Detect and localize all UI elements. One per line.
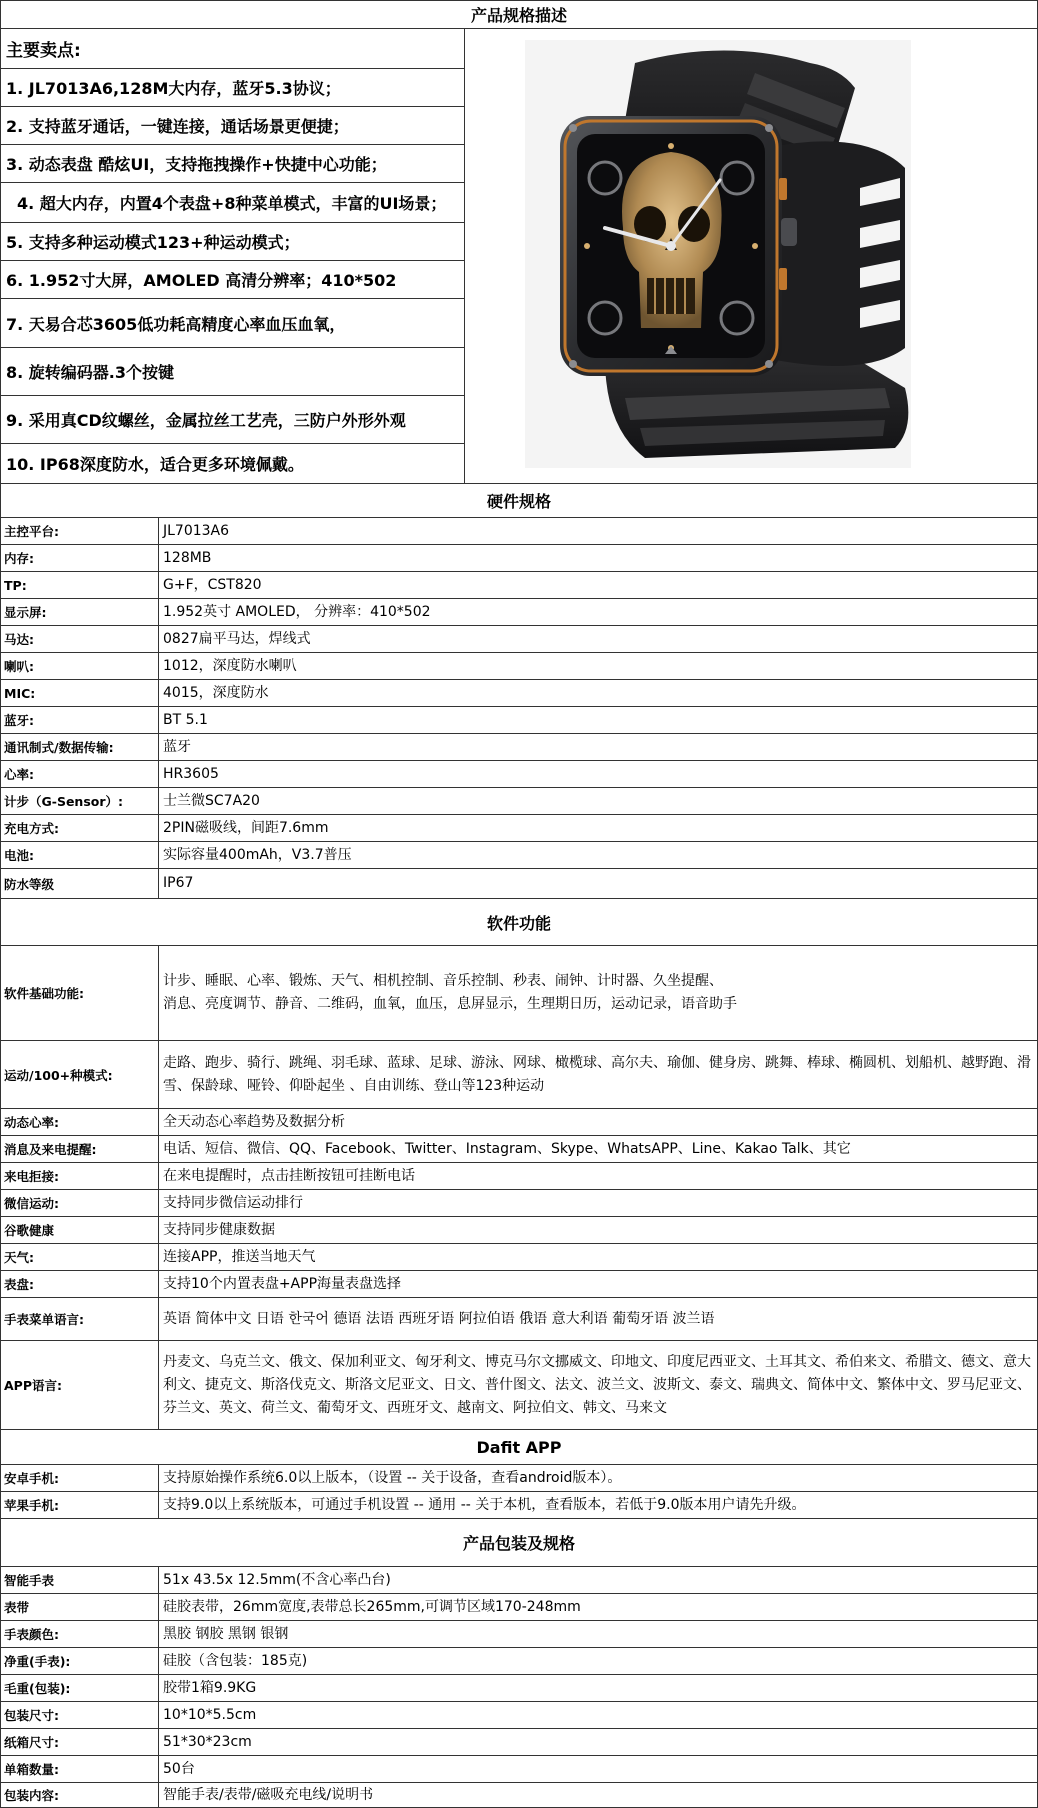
- software-row: [0, 1041, 1038, 1109]
- software-row-value: 支持同步健康数据: [163, 1221, 275, 1238]
- software-header: [0, 899, 1038, 946]
- hardware-row-label: 计步（G-Sensor）:: [1, 788, 159, 814]
- app-row: [0, 1465, 1038, 1492]
- software-row-label: 天气:: [1, 1244, 159, 1270]
- hardware-row-value: 蓝牙: [163, 738, 191, 755]
- app-row: [0, 1492, 1038, 1519]
- packaging-row-value: 51*30*23cm: [163, 1733, 252, 1750]
- software-row: [0, 1163, 1038, 1190]
- product-photo-cell: [464, 28, 1038, 484]
- selling-point-1: [0, 69, 464, 107]
- selling-point-9: [0, 396, 464, 444]
- hardware-row-value: IP67: [163, 875, 194, 891]
- sheet-title-text: 产品规格描述: [470, 6, 567, 25]
- app-header: [0, 1430, 1038, 1465]
- hardware-row: [0, 680, 1038, 707]
- software-row-label: 运动/100+种模式:: [1, 1041, 159, 1108]
- selling-point-text: 9. 采用真CD纹螺丝，金属拉丝工艺壳，三防户外形外观: [6, 411, 406, 430]
- hardware-row-value: 1.952英寸 AMOLED， 分辨率：410*502: [163, 603, 431, 620]
- packaging-row-label: 包装内容:: [1, 1783, 159, 1807]
- software-row-label: 软件基础功能:: [1, 946, 159, 1040]
- hardware-row: [0, 869, 1038, 899]
- hardware-row: [0, 518, 1038, 545]
- hardware-row-value: 4015，深度防水: [163, 684, 269, 701]
- software-row-value: 支持10个内置表盘+APP海量表盘选择: [163, 1275, 402, 1292]
- software-row-value: 全天动态心率趋势及数据分析: [163, 1113, 345, 1130]
- selling-point-2: [0, 107, 464, 145]
- software-row-value: 计步、睡眠、心率、锻炼、天气、相机控制、音乐控制、秒表、闹钟、计时器、久坐提醒、 消息、亮度调节、静音、二维码，血氧，血压，息屏显示，生理期日历，运动记录，语音助手: [163, 973, 737, 1012]
- packaging-row: [0, 1756, 1038, 1783]
- packaging-row-label: 毛重(包装):: [1, 1675, 159, 1701]
- selling-point-6: [0, 261, 464, 299]
- packaging-row-label: 单箱数量:: [1, 1756, 159, 1782]
- software-row-label: 微信运动:: [1, 1190, 159, 1216]
- software-row: [0, 1298, 1038, 1341]
- software-row: [0, 946, 1038, 1041]
- packaging-row-value: 黑胶 钢胶 黑钢 银钢: [163, 1625, 289, 1642]
- packaging-row-value: 硅胶表带，26mm宽度,表带总长265mm,可调节区域170-248mm: [163, 1598, 581, 1615]
- software-row-label: 表盘:: [1, 1271, 159, 1297]
- software-row-label: 谷歌健康: [1, 1217, 159, 1243]
- app-row-value: 支持9.0以上系统版本，可通过手机设置 -- 通用 -- 关于本机，查看版本，若低于9.0版本用户请先升级。: [163, 1496, 806, 1513]
- selling-point-10: [0, 444, 464, 484]
- software-row: [0, 1341, 1038, 1430]
- hardware-row-label: 通讯制式/数据传输:: [1, 734, 159, 760]
- selling-points-header: [0, 29, 464, 69]
- packaging-row: [0, 1702, 1038, 1729]
- hardware-row-value: JL7013A6: [163, 522, 230, 539]
- hardware-header: [0, 484, 1038, 518]
- hardware-row-label: 显示屏:: [1, 599, 159, 625]
- packaging-row-label: 包装尺寸:: [1, 1702, 159, 1728]
- app-row-value: 支持原始操作系统6.0以上版本，（设置 -- 关于设备，查看android版本）。: [163, 1469, 622, 1486]
- software-row: [0, 1244, 1038, 1271]
- packaging-row-value: 胶带1箱9.9KG: [163, 1679, 257, 1696]
- hardware-row-value: HR3605: [163, 765, 219, 782]
- software-row-label: 来电拒接:: [1, 1163, 159, 1189]
- hardware-row-label: 马达:: [1, 626, 159, 652]
- packaging-row-label: 智能手表: [1, 1567, 159, 1593]
- software-row-value: 电话、短信、微信、QQ、Facebook、Twitter、Instagram、Skype、WhatsAPP、Line、Kakao Talk、其它: [163, 1140, 851, 1157]
- hardware-row-label: TP:: [1, 572, 159, 598]
- hardware-row-label: 电池:: [1, 842, 159, 868]
- smartwatch-image: [465, 28, 1037, 483]
- selling-point-text: 8. 旋转编码器.3个按键: [6, 363, 174, 382]
- hardware-row: [0, 734, 1038, 761]
- software-row-value: 英语 简体中文 日语 한국어 德语 法语 西班牙语 阿拉伯语 俄语 意大利语 葡萄牙语 波兰语: [163, 1310, 715, 1327]
- hardware-row-value: 0827扁平马达，焊线式: [163, 630, 311, 647]
- hardware-row-value: BT 5.1: [163, 711, 208, 728]
- hardware-row: [0, 788, 1038, 815]
- packaging-row-label: 表带: [1, 1594, 159, 1620]
- packaging-row: [0, 1594, 1038, 1621]
- hardware-row-label: 蓝牙:: [1, 707, 159, 733]
- packaging-row-label: 手表颜色:: [1, 1621, 159, 1647]
- software-row: [0, 1271, 1038, 1298]
- selling-point-5: [0, 223, 464, 261]
- packaging-row-label: 净重(手表):: [1, 1648, 159, 1674]
- selling-point-text: 1. JL7013A6,128M大内存，蓝牙5.3协议；: [6, 79, 341, 98]
- app-row-label: 苹果手机:: [1, 1492, 159, 1518]
- selling-point-3: [0, 145, 464, 183]
- software-row-value: 丹麦文、乌克兰文、俄文、保加利亚文、匈牙利文、博克马尔文挪威文、印地文、印度尼西亚文、土耳其文、希伯来文、希腊文、德文、意大利文、捷克文、斯洛伐克文、斯洛文尼亚文、日文、普什图文、法文、波兰文、波斯文、泰文、瑞典文、简体中文、繁体中文、罗马尼亚文、芬兰文、英文、荷兰文、葡萄牙文、西班牙文、越南文、阿拉伯文、韩文、马来文: [163, 1353, 1031, 1416]
- hardware-row: [0, 761, 1038, 788]
- packaging-row: [0, 1621, 1038, 1648]
- packaging-row: [0, 1675, 1038, 1702]
- selling-point-4: [0, 183, 464, 223]
- selling-point-text: 3. 动态表盘 酷炫UI，支持拖拽操作+快捷中心功能；: [6, 155, 387, 174]
- selling-point-7: [0, 299, 464, 348]
- selling-point-text: 4. 超大内存，内置4个表盘+8种菜单模式，丰富的UI场景；: [17, 194, 447, 213]
- hardware-row: [0, 653, 1038, 680]
- packaging-header: [0, 1519, 1038, 1567]
- hardware-row: [0, 707, 1038, 734]
- packaging-row-label: 纸箱尺寸:: [1, 1729, 159, 1755]
- hardware-row-value: 128MB: [163, 549, 212, 566]
- selling-point-text: 2. 支持蓝牙通话，一键连接，通话场景更便捷；: [6, 117, 349, 136]
- selling-points-header-text: 主要卖点:: [6, 41, 81, 61]
- software-row-label: 手表菜单语言:: [1, 1298, 159, 1340]
- software-row-label: 消息及来电提醒:: [1, 1136, 159, 1162]
- hardware-header-text: 硬件规格: [486, 492, 551, 511]
- packaging-row: [0, 1729, 1038, 1756]
- software-row-label: 动态心率:: [1, 1109, 159, 1135]
- packaging-row-value: 智能手表/表带/磁吸充电线/说明书: [163, 1786, 374, 1803]
- software-row-value: 走路、跑步、骑行、跳绳、羽毛球、蓝球、足球、游泳、网球、橄榄球、高尔夫、瑜伽、健身房、跳舞、棒球、椭圆机、划船机、越野跑、滑雪、保龄球、哑铃、仰卧起坐 、自由训练、登山等123种运动: [163, 1054, 1031, 1094]
- software-row: [0, 1136, 1038, 1163]
- hardware-row-label: 心率:: [1, 761, 159, 787]
- hardware-row-value: 实际容量400mAh，V3.7普压: [163, 846, 352, 863]
- software-header-text: 软件功能: [486, 913, 551, 933]
- packaging-row-value: 50台: [163, 1760, 195, 1777]
- hardware-row-label: MIC:: [1, 680, 159, 706]
- selling-point-8: [0, 348, 464, 396]
- software-row-value: 连接APP，推送当地天气: [163, 1248, 316, 1265]
- selling-point-text: 10. IP68深度防水，适合更多环境佩戴。: [6, 455, 304, 474]
- hardware-row: [0, 545, 1038, 572]
- software-row: [0, 1190, 1038, 1217]
- selling-point-text: 5. 支持多种运动模式123+种运动模式；: [6, 233, 300, 252]
- software-row-label: APP语言:: [1, 1341, 159, 1429]
- hardware-row-label: 充电方式:: [1, 815, 159, 841]
- packaging-row: [0, 1783, 1038, 1808]
- software-row-value: 支持同步微信运动排行: [163, 1194, 303, 1211]
- sheet-title: [0, 0, 1038, 29]
- packaging-row-value: 51x 43.5x 12.5mm(不含心率凸台): [163, 1571, 391, 1588]
- selling-point-text: 7. 天易合芯3605低功耗高精度心率血压血氧，: [6, 314, 346, 334]
- hardware-row: [0, 842, 1038, 869]
- hardware-row-label: 内存:: [1, 545, 159, 571]
- software-row-value: 在来电提醒时，点击挂断按钮可挂断电话: [163, 1167, 415, 1184]
- packaging-row: [0, 1648, 1038, 1675]
- packaging-row: [0, 1567, 1038, 1594]
- hardware-row-label: 防水等级: [1, 869, 159, 898]
- hardware-row: [0, 626, 1038, 653]
- hardware-row: [0, 815, 1038, 842]
- hardware-row: [0, 572, 1038, 599]
- packaging-header-text: 产品包装及规格: [462, 1534, 575, 1553]
- packaging-row-value: 10*10*5.5cm: [163, 1706, 257, 1723]
- software-row: [0, 1109, 1038, 1136]
- hardware-row: [0, 599, 1038, 626]
- app-row-label: 安卓手机:: [1, 1465, 159, 1491]
- selling-point-text: 6. 1.952寸大屏，AMOLED 高清分辨率；410*502: [6, 271, 397, 290]
- hardware-row-label: 喇叭:: [1, 653, 159, 679]
- hardware-row-value: 士兰微SC7A20: [163, 792, 260, 809]
- hardware-row-label: 主控平台:: [1, 518, 159, 544]
- hardware-row-value: 1012，深度防水喇叭: [163, 657, 297, 674]
- software-row: [0, 1217, 1038, 1244]
- hardware-row-value: G+F，CST820: [163, 576, 262, 593]
- hardware-row-value: 2PIN磁吸线，间距7.6mm: [163, 819, 329, 836]
- app-header-text: Dafit APP: [476, 1437, 562, 1457]
- packaging-row-value: 硅胶（含包装：185克): [163, 1652, 308, 1669]
